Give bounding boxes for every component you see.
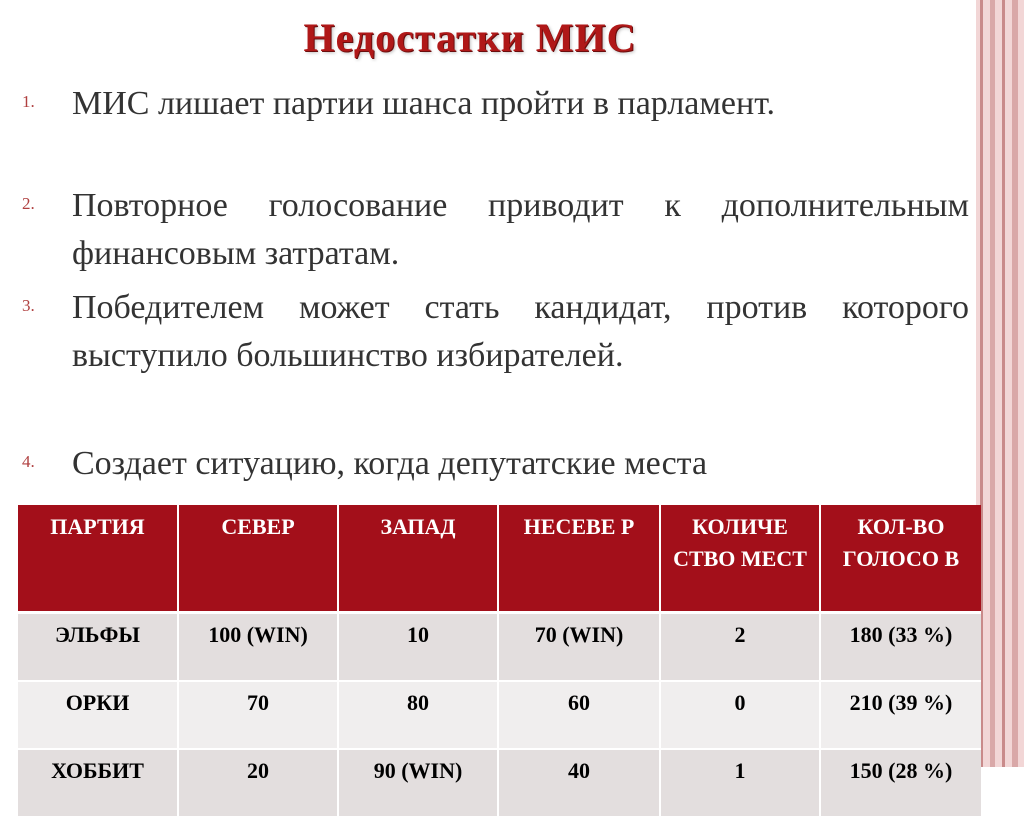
table-cell: 210 (39 %) bbox=[820, 681, 981, 749]
header-nesever: НЕСЕВЕ Р bbox=[498, 505, 660, 613]
table-cell: 0 bbox=[660, 681, 820, 749]
header-seats: КОЛИЧЕ СТВО МЕСТ bbox=[660, 505, 820, 613]
list-item-number: 3. bbox=[22, 296, 35, 315]
table-cell: 70 bbox=[178, 681, 338, 749]
table-cell: 100 (WIN) bbox=[178, 613, 338, 682]
table-cell: ХОББИТ bbox=[18, 749, 178, 817]
results-table-container bbox=[18, 505, 981, 818]
header-votes: КОЛ-ВО ГОЛОСО В bbox=[820, 505, 981, 613]
table-cell: 20 bbox=[178, 749, 338, 817]
table-cell: 150 (28 %) bbox=[820, 749, 981, 817]
table-cell: 60 bbox=[498, 681, 660, 749]
list-item-text: МИС лишает партии шанса пройти в парламент. bbox=[72, 85, 775, 122]
election-results-table bbox=[18, 505, 981, 818]
table-cell: 1 bbox=[660, 749, 820, 817]
table-cell: 90 (WIN) bbox=[338, 749, 498, 817]
table-header-row bbox=[18, 505, 981, 613]
table-cell: 2 bbox=[660, 613, 820, 682]
table-cell: 70 (WIN) bbox=[498, 613, 660, 682]
table-row bbox=[18, 681, 981, 749]
list-item-text: Создает ситуацию, когда депутатские места bbox=[72, 445, 708, 482]
table-cell: 80 bbox=[338, 681, 498, 749]
table-cell: 180 (33 %) bbox=[820, 613, 981, 682]
disadvantages-list bbox=[0, 80, 1024, 510]
table-cell: ОРКИ bbox=[18, 681, 178, 749]
table-cell: ЭЛЬФЫ bbox=[18, 613, 178, 682]
list-item-number: 2. bbox=[22, 194, 35, 213]
table-cell: 10 bbox=[338, 613, 498, 682]
table-row bbox=[18, 613, 981, 682]
header-west: ЗАПАД bbox=[338, 505, 498, 613]
header-north: СЕВЕР bbox=[178, 505, 338, 613]
list-item-text: Повторное голосование приводит к дополнительным финансовым затратам. bbox=[72, 187, 969, 272]
list-item-text: Победителем может стать кандидат, против которого выступило большинство избирателей. bbox=[72, 289, 969, 374]
list-item-number: 1. bbox=[22, 92, 35, 111]
list-item-number: 4. bbox=[22, 452, 35, 471]
table-cell: 40 bbox=[498, 749, 660, 817]
slide-title: Недостатки МИС bbox=[303, 15, 637, 60]
table-row bbox=[18, 749, 981, 817]
header-party: ПАРТИЯ bbox=[18, 505, 178, 613]
